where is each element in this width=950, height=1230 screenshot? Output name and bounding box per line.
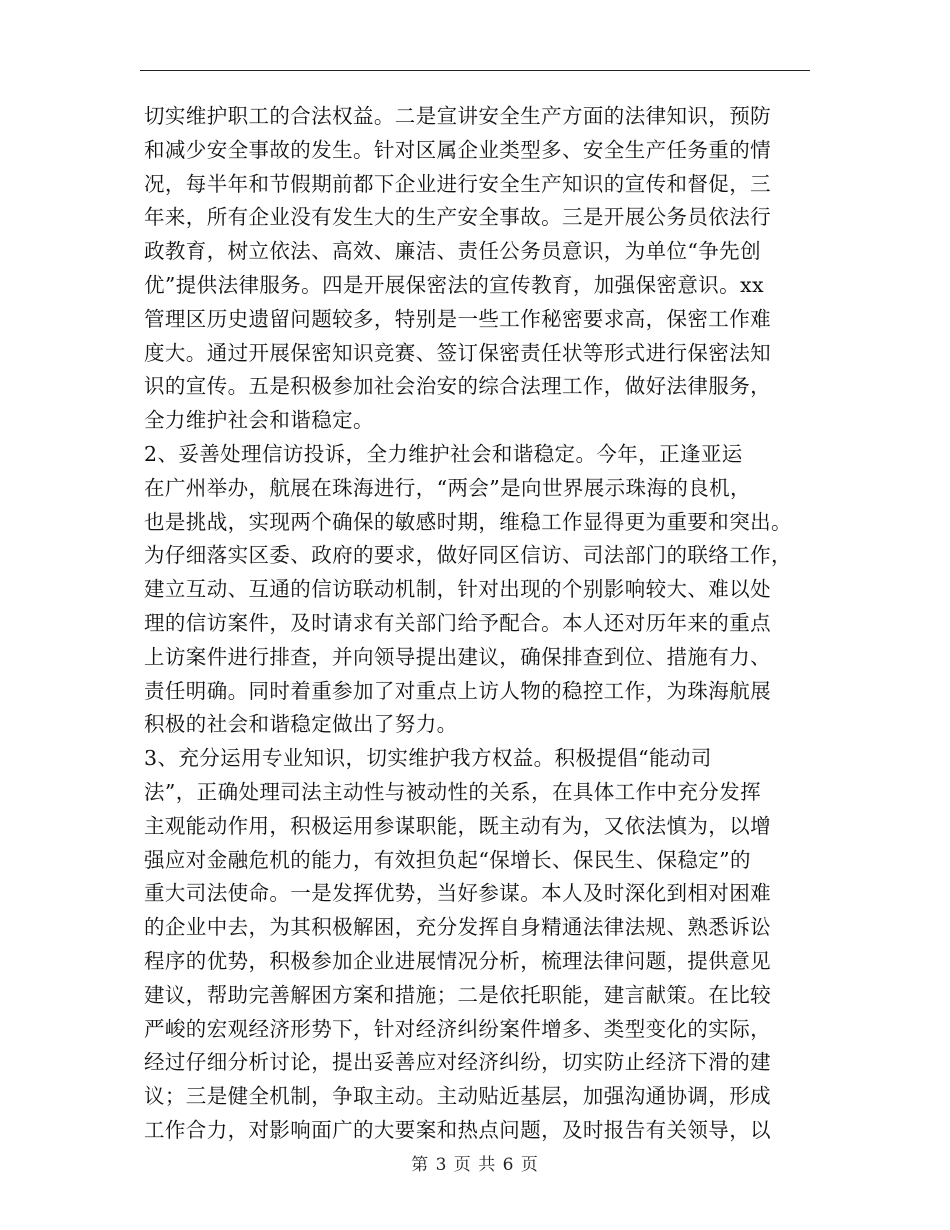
text-line: 建立互动、互通的信访联动机制，针对出现的个别影响较大、难以处 <box>144 577 771 602</box>
text-line: 切实维护职工的合法权益。二是宣讲安全生产方面的法律知识，预防 <box>144 104 771 128</box>
text-line: 主观能动作用，积极运用参谋职能，既主动有为，又依法慎为，以增 <box>144 813 771 838</box>
text-line: 建议，帮助完善解困方案和措施；二是依托职能，建言献策。在比较 <box>144 982 771 1007</box>
text-line: 在广州举办，航展在珠海进行，“两会”是向世界展示珠海的良机， <box>144 475 751 500</box>
text-line: 优”提供法律服务。四是开展保密法的宣传教育，加强保密意识。xx <box>144 272 765 297</box>
page-number: 第 3 页 共 6 页 <box>411 1155 539 1175</box>
text-line: 重大司法使命。一是发挥优势，当好参谋。本人及时深化到相对困难 <box>144 881 771 906</box>
text-line: 理的信访案件，及时请求有关部门给予配合。本人还对历年来的重点 <box>144 610 771 635</box>
text-line: 政教育，树立依法、高效、廉洁、责任公务员意识，为单位“争先创 <box>144 239 761 264</box>
text-line: 2、妥善处理信访投诉，全力维护社会和谐稳定。今年，正逢亚运 <box>144 441 743 466</box>
text-line: 上访案件进行排查，并向领导提出建议，确保排查到位、措施有力、 <box>144 644 771 669</box>
header-rule <box>140 70 810 71</box>
text-line: 全力维护社会和谐稳定。 <box>144 408 374 433</box>
text-line: 责任明确。同时着重参加了对重点上访人物的稳控工作，为珠海航展 <box>144 678 771 703</box>
text-line: 管理区历史遗留问题较多，特别是一些工作秘密要求高，保密工作难 <box>144 306 771 331</box>
text-line: 积极的社会和谐稳定做出了努力。 <box>144 712 458 737</box>
text-line: 强应对金融危机的能力，有效担负起“保增长、保民生、保稳定”的 <box>144 847 751 872</box>
text-line: 识的宣传。五是积极参加社会治安的综合法理工作，做好法律服务， <box>144 374 771 399</box>
text-line: 为仔细落实区委、政府的要求，做好同区信访、司法部门的联络工作， <box>144 543 792 568</box>
text-line: 议；三是健全机制，争取主动。主动贴近基层，加强沟通协调，形成 <box>144 1084 771 1109</box>
text-line: 也是挑战，实现两个确保的敏感时期，维稳工作显得更为重要和突出。 <box>144 509 792 534</box>
text-line: 况，每半年和节假期前都下企业进行安全生产知识的宣传和督促，三 <box>144 171 771 196</box>
text-line: 经过仔细分析讨论，提出妥善应对经济纠纷，切实防止经济下滑的建 <box>144 1050 771 1075</box>
text-line: 程序的优势，积极参加企业进展情况分析，梳理法律问题，提供意见 <box>144 948 771 973</box>
text-line: 法”，正确处理司法主动性与被动性的关系，在具体工作中充分发挥 <box>144 779 761 804</box>
text-line: 工作合力，对影响面广的大要案和热点问题，及时报告有关领导，以 <box>144 1117 771 1142</box>
text-line: 年来，所有企业没有发生大的生产安全事故。三是开展公务员依法行 <box>144 205 771 230</box>
text-line: 的企业中去，为其积极解困，充分发挥自身精通法律法规、熟悉诉讼 <box>144 915 771 940</box>
text-line: 和减少安全事故的发生。针对区属企业类型多、安全生产任务重的情 <box>144 137 771 162</box>
body-text <box>144 100 804 1148</box>
text-line: 度大。通过开展保密知识竞赛、签订保密责任状等形式进行保密法知 <box>144 340 771 365</box>
text-line: 3、充分运用专业知识，切实维护我方权益。积极提倡“能动司 <box>144 746 712 771</box>
text-line: 严峻的宏观经济形势下，针对经济纠纷案件增多、类型变化的实际， <box>144 1016 771 1041</box>
